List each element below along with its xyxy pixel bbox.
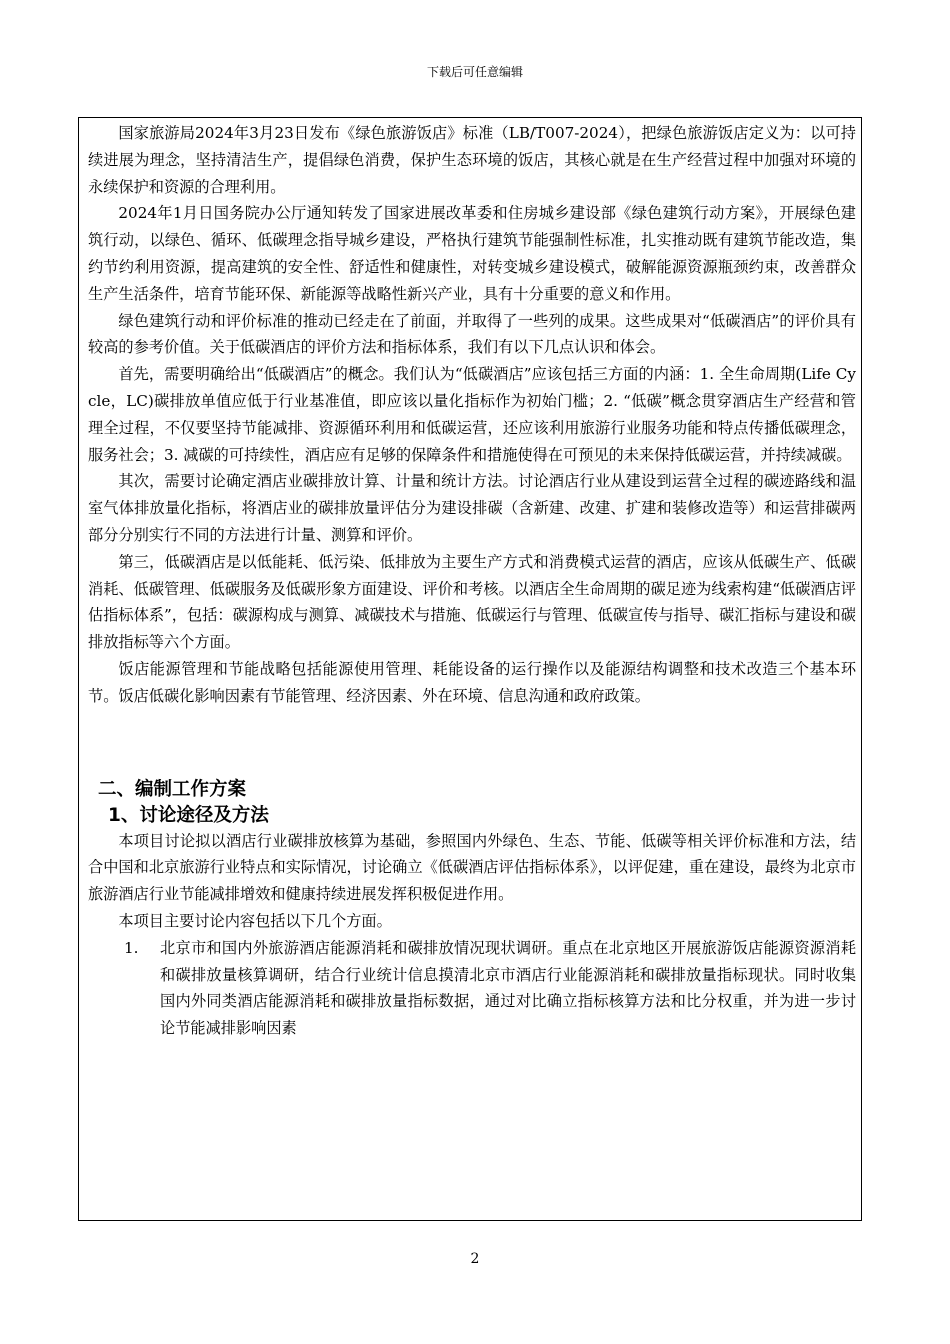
list-item-number: 1. bbox=[124, 938, 139, 957]
page-number: 2 bbox=[470, 1251, 480, 1267]
paragraph-energy-management: 饭店能源管理和节能战略包括能源使用管理、耗能设备的运行操作以及能源结构调整和技术改造三个基本环节。饭店低碳化影响因素有节能管理、经济因素、外在环境、信息沟通和政府政策。 bbox=[88, 659, 856, 705]
paragraph-project-contents-intro: 本项目主要讨论内容包括以下几个方面。 bbox=[118, 911, 392, 930]
paragraph-low-carbon-operation: 第三，低碳酒店是以低能耗、低污染、低排放为主要生产方式和消费模式运营的酒店，应该从低碳生产、低碳消耗、低碳管理、低碳服务及低碳形象方面建设、评价和考核。以酒店全生命周期的碳足迹为线索构建“低碳酒店评估指标体系”，包括：碳源构成与测算、减碳技术与措施、低碳运行与管理、低碳宣传与指导、碳汇指标与建设和碳排放指标等六个方面。 bbox=[88, 552, 856, 652]
document-body bbox=[88, 120, 856, 1042]
page-header: 下载后可任意编辑 bbox=[426, 65, 523, 79]
paragraph-green-hotel-standard: 国家旅游局2024年3月23日发布《绿色旅游饭店》标准（LB/T007-2024），把绿色旅游饭店定义为：以可持续进展为理念，坚持清洁生产，提倡绿色消费，保护生态环境的饭店，其核心就是在生产经营过程中加强对环境的永续保护和资源的合理利用。 bbox=[88, 124, 856, 196]
list-item-text: 北京市和国内外旅游酒店能源消耗和碳排放情况现状调研。重点在北京地区开展旅游饭店能源资源消耗和碳排放量核算调研，结合行业统计信息摸清北京市酒店行业能源消耗和碳排放量指标现状。同时收集国内外同类酒店能源消耗和碳排放量指标数据，通过对比确立指标核算方法和比分权重，并为进一步讨论节能减排影响因素 bbox=[160, 938, 856, 1038]
paragraph-carbon-accounting: 其次，需要讨论确定酒店业碳排放计算、计量和统计方法。讨论酒店行业从建设到运营全过程的碳迹路线和温室气体排放量化指标，将酒店业的碳排放量评估分为建设排碳（含新建、改建、扩建和装修改造等）和运营排碳两部分分别实行不同的方法进行计量、测算和评价。 bbox=[88, 472, 856, 544]
paragraph-low-carbon-concept: 首先，需要明确给出“低碳酒店”的概念。我们认为“低碳酒店”应该包括三方面的内涵：1. 全生命周期(Life Cycle，LC)碳排放单值应低于行业基准值，即应该以量化指标作为初始门槛；2. “低碳”概念贯穿酒店生产经营和管理全过程，不仅要坚持节能减排、资源循环利用和低碳运营，还应该利用旅游行业服务功能和特点传播低碳理念，服务社会；3. 减碳的可持续性，酒店应有足够的保障条件和措施使得在可预见的未来保持低碳运营，并持续减碳。 bbox=[88, 365, 856, 464]
list-item bbox=[88, 935, 856, 1042]
blank-space bbox=[88, 710, 856, 776]
paragraph-green-building-plan: 2024年1月日国务院办公厅通知转发了国家进展改革委和住房城乡建设部《绿色建筑行动方案》，开展绿色建筑行动，以绿色、循环、低碳理念指导城乡建设，严格执行建筑节能强制性标准，扎实推动既有建筑节能改造，集约节约利用资源，提高建筑的安全性、舒适性和健康性，对转变城乡建设模式，破解能源资源瓶颈约束，改善群众生产生活条件，培育节能环保、新能源等战略性新兴产业，具有十分重要的意义和作用。 bbox=[88, 204, 856, 303]
paragraph-project-approach: 本项目讨论拟以酒店行业碳排放核算为基础，参照国内外绿色、生态、节能、低碳等相关评价标准和方法，结合中国和北京旅游行业特点和实际情况，讨论确立《低碳酒店评估指标体系》，以评促建，重在建设，最终为北京市旅游酒店行业节能减排增效和健康持续进展发挥积极促进作用。 bbox=[88, 831, 856, 904]
section-heading: 二、编制工作方案 bbox=[98, 778, 247, 800]
paragraph-evaluation-standards: 绿色建筑行动和评价标准的推动已经走在了前面，并取得了一些列的成果。这些成果对“低碳酒店”的评价具有较高的参考价值。关于低碳酒店的评价方法和指标体系，我们有以下几点认识和体会。 bbox=[88, 311, 856, 357]
subsection-heading: 1、讨论途径及方法 bbox=[108, 804, 269, 826]
